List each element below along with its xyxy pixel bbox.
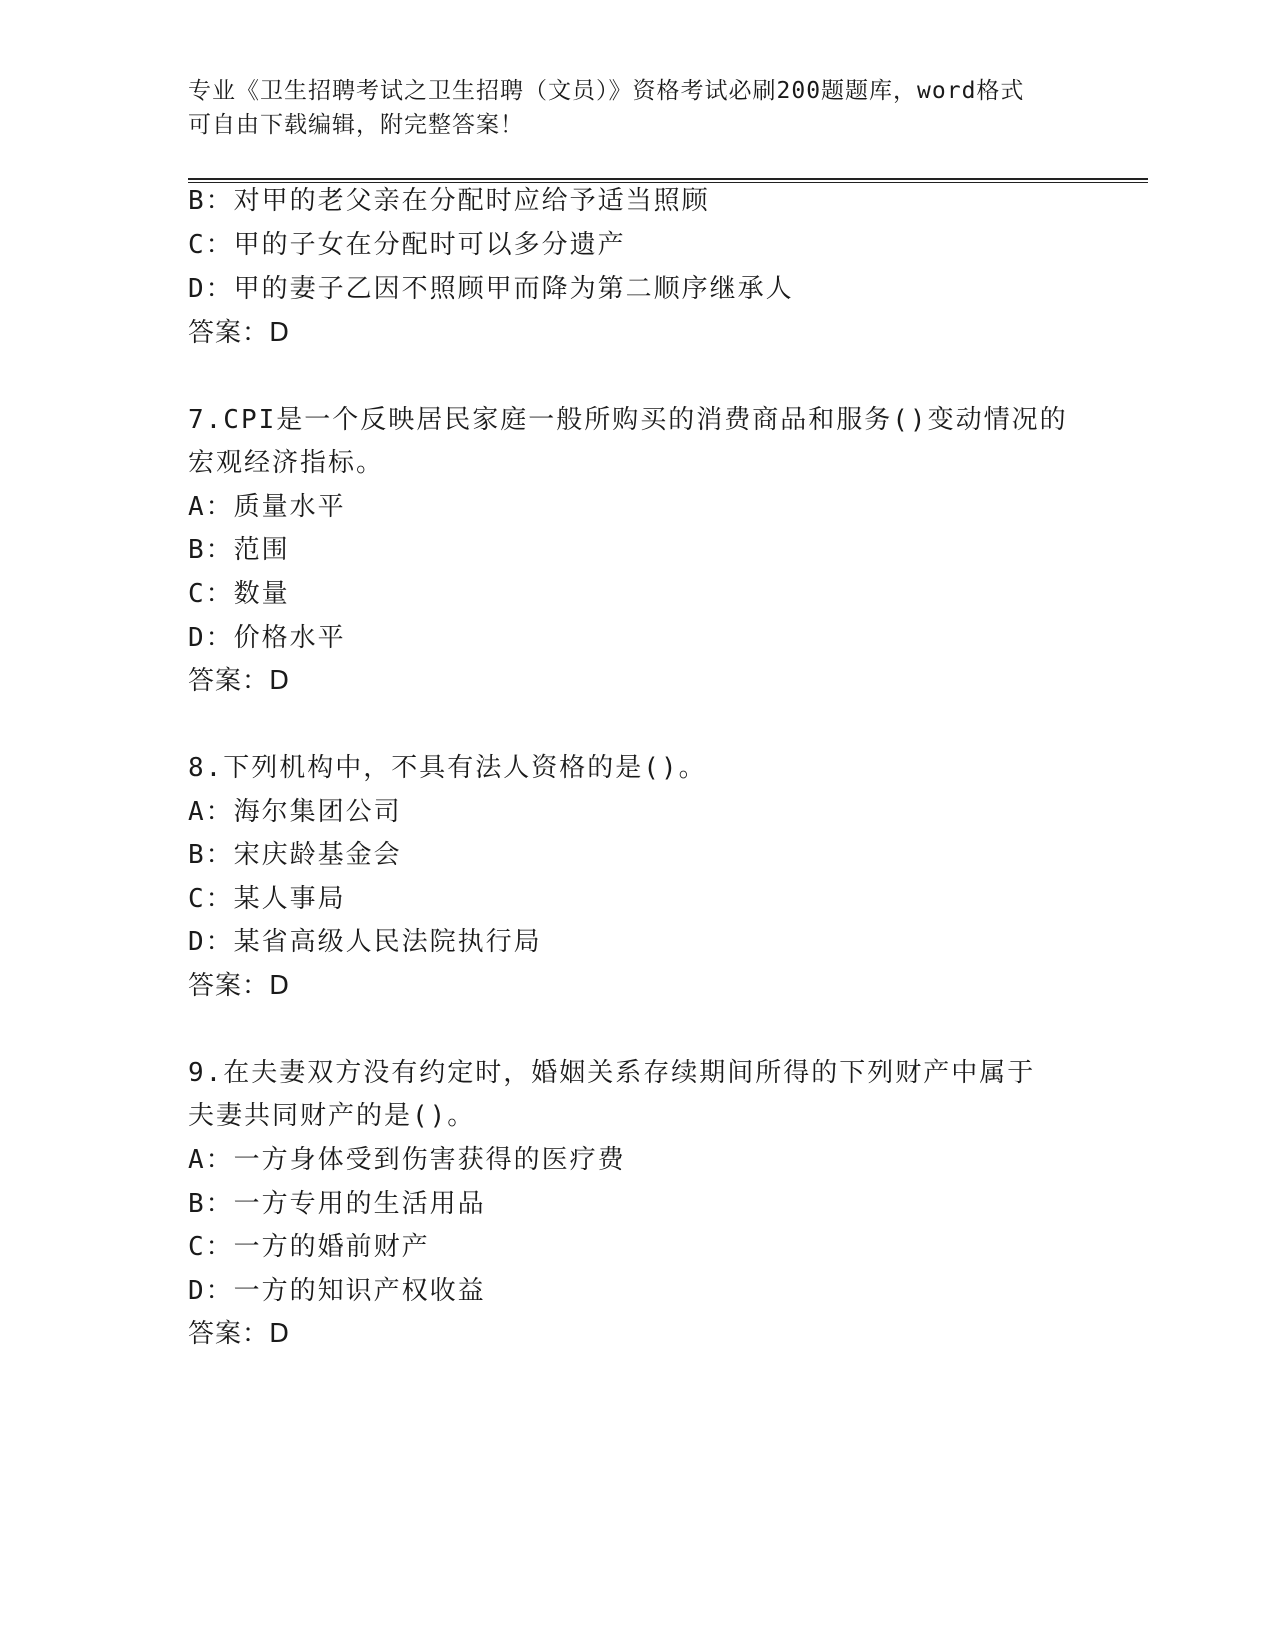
q7-option-c: C：数量 xyxy=(188,579,290,609)
q8-option-a: A：海尔集团公司 xyxy=(188,797,402,827)
q9-option-c: C：一方的婚前财产 xyxy=(188,1232,430,1262)
q9-stem-line-2: 夫妻共同财产的是()。 xyxy=(188,1101,476,1131)
q6-option-d: D：甲的妻子乙因不照顾甲而降为第二顺序继承人 xyxy=(188,274,794,304)
q7-stem-line-2: 宏观经济指标。 xyxy=(188,448,385,478)
q7-answer: 答案：D xyxy=(188,666,291,696)
q9-option-d: D：一方的知识产权收益 xyxy=(188,1276,486,1306)
q9-stem-line-1: 9.在夫妻双方没有约定时，婚姻关系存续期间所得的下列财产中属于 xyxy=(188,1058,1036,1088)
q8-answer: 答案：D xyxy=(188,971,291,1001)
q6-answer: 答案：D xyxy=(188,318,291,348)
q8-stem-line-1: 8.下列机构中，不具有法人资格的是()。 xyxy=(188,753,707,783)
header-line-2: 可自由下载编辑，附完整答案！ xyxy=(188,112,524,138)
q6-option-c: C：甲的子女在分配时可以多分遗产 xyxy=(188,230,626,260)
header-line-1: 专业《卫生招聘考试之卫生招聘（文员）》资格考试必刷200题题库，word格式 xyxy=(188,78,1025,104)
q8-option-b: B：宋庆龄基金会 xyxy=(188,840,402,870)
q7-option-a: A：质量水平 xyxy=(188,492,346,522)
q8-option-c: C：某人事局 xyxy=(188,884,346,914)
q7-option-d: D：价格水平 xyxy=(188,623,346,653)
q9-option-b: B：一方专用的生活用品 xyxy=(188,1189,486,1219)
header-divider xyxy=(188,178,1148,183)
q9-option-a: A：一方身体受到伤害获得的医疗费 xyxy=(188,1145,626,1175)
q9-answer: 答案：D xyxy=(188,1319,291,1349)
q7-stem-line-1: 7.CPI是一个反映居民家庭一般所购买的消费商品和服务()变动情况的 xyxy=(188,405,1068,435)
q7-option-b: B：范围 xyxy=(188,535,290,565)
q8-option-d: D：某省高级人民法院执行局 xyxy=(188,927,542,957)
q6-option-b: B：对甲的老父亲在分配时应给予适当照顾 xyxy=(188,186,710,216)
document-header xyxy=(188,74,1088,142)
